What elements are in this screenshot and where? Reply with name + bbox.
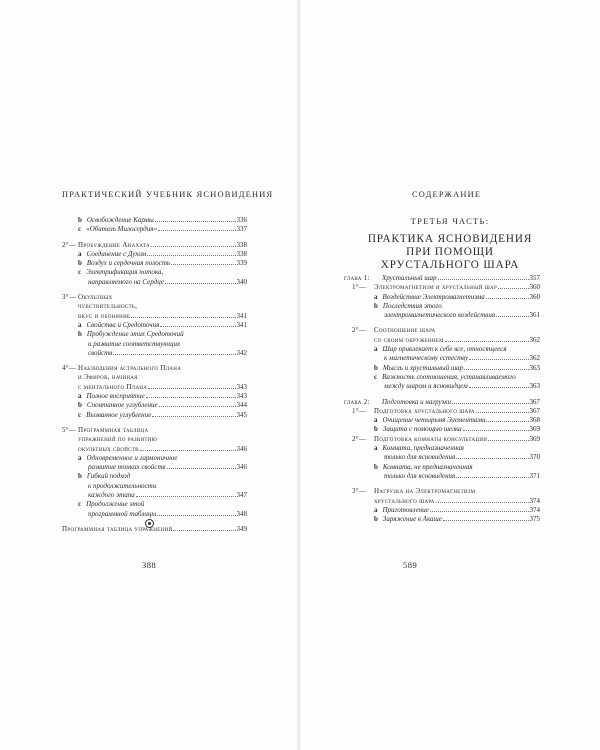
- toc-entry-page: 374: [529, 505, 540, 514]
- toc-entry-title: Хрустальный шар: [382, 274, 437, 282]
- toc-entry-title: с ментального Плана: [78, 382, 148, 391]
- toc-entry-title: Последствия этого: [382, 301, 442, 310]
- toc-entry-title: Нагрузка на Электромагнетизм: [374, 487, 476, 496]
- toc-entry-main[interactable]: [62, 293, 247, 302]
- toc-entry-title: к магнетическому естеству: [384, 354, 469, 363]
- toc-entry-page: 346: [236, 444, 247, 453]
- toc-entry-number: 2°—: [62, 240, 77, 249]
- toc-entry-letter: a: [78, 453, 82, 462]
- toc-leader-dots: [469, 387, 529, 388]
- toc-entry-title: Защита с помощью шелка: [382, 425, 462, 434]
- toc-entry-letter: a: [78, 392, 82, 401]
- toc-entry-sub[interactable]: [62, 250, 247, 259]
- toc-entry-page: 368: [529, 416, 540, 425]
- toc-entry-page: 346: [236, 463, 247, 472]
- toc-entry-main[interactable]: [62, 364, 247, 373]
- toc-entry-sub[interactable]: [62, 401, 247, 410]
- toc-entry-sub[interactable]: [344, 364, 540, 373]
- toc-entry-title: к продолжительности: [88, 481, 157, 490]
- toc-entry-title: развитие тонких свойств: [88, 463, 166, 472]
- toc-entry-sub[interactable]: [344, 463, 540, 472]
- toc-entry-chapter[interactable]: [344, 274, 540, 283]
- toc-entry-sub[interactable]: [62, 330, 247, 339]
- toc-entry-sub[interactable]: [62, 500, 247, 509]
- toc-entry-title: Окультных: [78, 293, 113, 302]
- toc-entry-letter: c: [78, 410, 82, 419]
- toc-entry-sub[interactable]: [62, 411, 247, 420]
- toc-entry-sub[interactable]: [62, 482, 247, 491]
- toc-leader-dots: [486, 421, 528, 422]
- toc-entry-main[interactable]: [62, 426, 247, 435]
- toc-leader-dots: [146, 397, 236, 398]
- toc-entry-page: 348: [236, 509, 247, 518]
- toc-entry-number: 3°—: [352, 487, 367, 496]
- toc-entry-page: 362: [529, 335, 540, 344]
- toc-entry-page: 347: [236, 491, 247, 500]
- toc-entry-title: и Эфиров, начиная: [78, 373, 138, 382]
- toc-entry-page: 361: [529, 311, 540, 320]
- toc-entry-title: Продолжение этой: [86, 500, 145, 509]
- toc-entry-main[interactable]: [344, 326, 540, 335]
- toc-entry-title: упражнений по развитию: [78, 435, 158, 444]
- toc-leader-dots: [498, 288, 528, 289]
- toc-entry-main[interactable]: [62, 312, 247, 321]
- toc-entry-title: Мысль и хрустальный шар: [382, 363, 464, 372]
- toc-leader-dots: [148, 388, 235, 389]
- toc-entry-page: 343: [236, 382, 247, 391]
- toc-entry-title: Шар привлекает к себе все, относящееся: [382, 345, 507, 354]
- toc-entry-page: 362: [529, 354, 540, 363]
- toc-entry-number: глава 2:: [344, 397, 370, 406]
- toc-entry-main[interactable]: [62, 435, 247, 444]
- toc-entry-letter: c: [374, 372, 378, 381]
- toc-entry-letter: a: [78, 320, 82, 329]
- toc-entry-title: Одновременное и гармоничное: [86, 453, 178, 462]
- toc-entry-title: Освобождение Кармы: [86, 216, 154, 224]
- toc-entry-title: Комната, не предназначенная: [382, 462, 473, 471]
- toc-leader-dots: [456, 477, 528, 478]
- toc-entry-page: 360: [529, 292, 540, 301]
- toc-leader-dots: [157, 515, 235, 516]
- toc-leader-dots: [496, 316, 528, 317]
- toc-entry-title: только для ясновидения: [384, 453, 456, 462]
- toc-entry-page: 341: [236, 311, 247, 320]
- toc-entry-letter: b: [374, 363, 378, 372]
- toc-entry-letter: b: [78, 330, 82, 339]
- toc-entry-main[interactable]: [62, 445, 247, 454]
- toc-entry-title: Подготовка комнаты консультации: [374, 434, 488, 443]
- toc-entry-main[interactable]: [344, 336, 540, 345]
- toc-entry-main[interactable]: [62, 302, 247, 311]
- toc-entry-page: 338: [236, 249, 247, 258]
- toc-entry-sub[interactable]: [344, 345, 540, 354]
- toc-entry-title: окультных свойств: [78, 444, 139, 453]
- toc-entry-page: 363: [529, 382, 540, 391]
- toc-entry-main[interactable]: [344, 497, 540, 506]
- header-text: СОДЕРЖАНИЕ: [412, 190, 482, 199]
- toc-entry-main[interactable]: [62, 373, 247, 382]
- toc-entry-title: и развитие соответствующих: [88, 339, 181, 348]
- toc-entry-title: Наблюдения астрального Плана: [78, 364, 182, 373]
- toc-leader-dots: [158, 230, 236, 231]
- toc-entry-page: 369: [529, 434, 540, 443]
- toc-entry-sub[interactable]: [62, 463, 247, 472]
- toc-entry-page: 370: [529, 453, 540, 462]
- toc-leader-dots: [147, 255, 235, 256]
- toc-entry-page: 369: [529, 425, 540, 434]
- toc-entry-sub[interactable]: [62, 454, 247, 463]
- toc-entry-main[interactable]: [344, 435, 540, 444]
- toc-leader-dots: [456, 458, 528, 459]
- toc-entry-main[interactable]: [62, 383, 247, 392]
- toc-entry-page: 349: [236, 524, 247, 533]
- toc-entry-sub[interactable]: [344, 472, 540, 481]
- toc-entry-title: каждого этапа: [88, 491, 135, 500]
- toc-leader-dots: [436, 502, 529, 503]
- toc-entry-sub[interactable]: [62, 392, 247, 401]
- toc-entry-title: Электромагнетизм и хрустальный шар: [374, 283, 498, 292]
- toc-entry-title: «Обитель Милосердия»: [86, 225, 157, 234]
- toc-entry-title: Приготовление: [382, 505, 429, 514]
- toc-leader-dots: [167, 468, 236, 469]
- toc-entry-sub[interactable]: [344, 506, 540, 515]
- toc-leader-dots: [160, 326, 235, 327]
- toc-leader-dots: [140, 450, 236, 451]
- toc-entry-letter: a: [374, 505, 378, 514]
- ornament-icon: [145, 519, 154, 528]
- toc-entry-title: свойств: [88, 348, 113, 357]
- toc-entry-number: 2°—: [352, 326, 367, 335]
- toc-list-left: [62, 216, 247, 534]
- toc-entry-title: Подготовка и нагрузки: [382, 397, 452, 406]
- toc-entry-letter: c: [78, 268, 82, 277]
- toc-leader-dots: [452, 403, 528, 404]
- toc-entry-title: Соотношение шара: [374, 326, 436, 335]
- toc-entry-sub[interactable]: [344, 302, 540, 311]
- toc-leader-dots: [171, 264, 235, 265]
- toc-entry-main[interactable]: [344, 487, 540, 496]
- toc-entry-number: 3°—: [62, 293, 77, 302]
- part-label: ТРЕТЬЯ ЧАСТЬ:: [410, 216, 490, 226]
- page-number-right: 589: [403, 560, 418, 570]
- right-page: [300, 0, 600, 750]
- toc-leader-dots: [463, 430, 529, 431]
- toc-entry-page: 338: [236, 240, 247, 249]
- toc-entry-page: 336: [236, 216, 247, 224]
- toc-entry-sub[interactable]: [344, 382, 540, 391]
- toc-entry-sub[interactable]: [344, 515, 540, 524]
- toc-entry-title: Полное восприятие: [86, 392, 145, 401]
- toc-list-right: [344, 274, 540, 524]
- toc-entry-title: Свойства и Средоточия: [86, 320, 160, 329]
- toc-entry-title: Программная таблица: [78, 425, 149, 434]
- toc-entry-title: Подготовка хрустального шара: [374, 406, 475, 415]
- toc-entry-sub[interactable]: [344, 425, 540, 434]
- toc-entry-main[interactable]: [62, 241, 247, 250]
- part-title-line-2: ПРИ ПОМОЩИ: [406, 246, 494, 258]
- toc-entry-sub[interactable]: [344, 453, 540, 462]
- toc-entry-sub[interactable]: [344, 444, 540, 453]
- toc-entry-letter: b: [78, 216, 82, 224]
- toc-entry-letter: b: [78, 472, 82, 481]
- toc-entry-page: 345: [236, 410, 247, 419]
- toc-entry-number: 1°—: [352, 406, 367, 415]
- toc-leader-dots: [131, 317, 235, 318]
- toc-leader-dots: [443, 520, 529, 521]
- toc-entry-letter: a: [374, 292, 378, 301]
- toc-entry-number: 1°—: [352, 283, 367, 292]
- toc-entry-title: Заряжение в Акаше: [382, 515, 442, 524]
- toc-entry-number: 4°—: [62, 364, 77, 373]
- toc-entry-sub[interactable]: [62, 321, 247, 330]
- toc-entry-title: Очищение четырьмя Элементами: [382, 416, 486, 425]
- toc-entry-title: со своим окружением: [374, 335, 444, 344]
- toc-entry-title: направляемого на Сердце: [88, 277, 164, 286]
- toc-entry-title: вкус и обоняние: [78, 311, 131, 320]
- toc-entry-page: 371: [529, 471, 540, 480]
- toc-entry-sub[interactable]: [62, 510, 247, 519]
- toc-entry-letter: a: [374, 345, 378, 354]
- toc-entry-title: Пробуждение этих Средоточий: [86, 330, 184, 339]
- toc-leader-dots: [430, 511, 529, 512]
- toc-entry-letter: b: [374, 462, 378, 471]
- toc-entry-title: Пробуждение Анахата: [78, 240, 150, 249]
- left-page: [0, 0, 299, 750]
- toc-leader-dots: [173, 530, 235, 531]
- toc-entry-page: 363: [529, 363, 540, 372]
- toc-leader-dots: [155, 221, 236, 222]
- toc-entry-page: 357: [529, 274, 540, 282]
- toc-entry-title: электромагнетического воздействия: [384, 311, 496, 320]
- toc-entry-title: Электрификация потока,: [86, 268, 164, 277]
- toc-entry-sub[interactable]: [344, 293, 540, 302]
- toc-entry-sub[interactable]: [62, 491, 247, 500]
- toc-entry-title: чувствительность,: [78, 302, 138, 311]
- toc-entry-title: Воздействие Электромагнетизма: [382, 292, 485, 301]
- toc-entry-title: Комната, предназначенная: [382, 444, 464, 453]
- toc-entry-letter: b: [374, 515, 378, 524]
- toc-entry-page: 360: [529, 283, 540, 292]
- toc-entry-sub[interactable]: [62, 225, 247, 234]
- toc-entry-page: 337: [236, 225, 247, 234]
- part-title-line-3: ХРУСТАЛЬНОГО ШАРА: [380, 259, 520, 271]
- toc-leader-dots: [165, 283, 236, 284]
- toc-entry-page: 375: [529, 515, 540, 524]
- toc-entry-sub[interactable]: [344, 311, 540, 320]
- toc-entry-title: Воздух и сердечная полость: [86, 259, 171, 268]
- toc-leader-dots: [445, 341, 529, 342]
- toc-entry-page: 374: [529, 496, 540, 505]
- toc-entry-letter: a: [374, 444, 378, 453]
- toc-entry-title: хрустального шара: [374, 496, 435, 505]
- toc-leader-dots: [486, 298, 529, 299]
- toc-leader-dots: [113, 354, 235, 355]
- toc-entry-sub[interactable]: [62, 472, 247, 481]
- toc-entry-title: Программная таблица упражнений: [62, 524, 173, 533]
- toc-entry-sub[interactable]: [62, 340, 247, 349]
- toc-entry-sub[interactable]: [62, 259, 247, 268]
- toc-entry-letter: c: [78, 225, 82, 234]
- toc-entry-page: 340: [236, 277, 247, 286]
- toc-entry-letter: b: [78, 401, 82, 410]
- toc-entry-number: 5°—: [62, 425, 77, 434]
- toc-leader-dots: [159, 406, 236, 407]
- toc-entry-letter: b: [374, 425, 378, 434]
- toc-entry-page: 339: [236, 259, 247, 268]
- toc-entry-sub[interactable]: [62, 278, 247, 287]
- toc-entry-sub[interactable]: [344, 373, 540, 382]
- toc-entry-main[interactable]: [344, 407, 540, 416]
- toc-entry-title: между шаром и ясновидцем: [384, 382, 468, 391]
- toc-leader-dots: [464, 369, 528, 370]
- toc-entry-page: 367: [529, 397, 540, 406]
- toc-entry-page: 342: [236, 348, 247, 357]
- toc-entry-number: глава 1:: [344, 274, 370, 282]
- toc-entry-page: 341: [236, 320, 247, 329]
- toc-entry-page: 344: [236, 401, 247, 410]
- toc-entry-title: Гибкий подход: [86, 472, 131, 481]
- toc-leader-dots: [476, 412, 529, 413]
- toc-entry-sub[interactable]: [62, 268, 247, 277]
- toc-entry-sub[interactable]: [344, 416, 540, 425]
- toc-entry-number: 2°—: [352, 434, 367, 443]
- toc-entry-title: Вызванное углубление: [86, 410, 152, 419]
- toc-entry-top[interactable]: [62, 525, 247, 534]
- toc-entry-letter: b: [374, 301, 378, 310]
- toc-leader-dots: [152, 416, 235, 417]
- toc-entry-letter: b: [78, 259, 82, 268]
- toc-leader-dots: [469, 359, 528, 360]
- toc-entry-title: Важность соотношения, устанавливаемого: [382, 372, 516, 381]
- toc-entry-sub[interactable]: [62, 216, 247, 225]
- toc-entry-title: Спонтанное углубление: [86, 401, 158, 410]
- toc-entry-sub[interactable]: [344, 354, 540, 363]
- toc-leader-dots: [151, 246, 236, 247]
- toc-entry-page: 367: [529, 406, 540, 415]
- toc-entry-main[interactable]: [344, 283, 540, 292]
- toc-entry-title: только для ясновидения: [384, 471, 456, 480]
- toc-entry-letter: a: [78, 249, 82, 258]
- toc-leader-dots: [438, 279, 529, 280]
- toc-entry-title: программной таблицы: [88, 509, 157, 518]
- toc-entry-page: 343: [236, 392, 247, 401]
- toc-entry-chapter[interactable]: [344, 398, 540, 407]
- part-title-line-1: ПРАКТИКА ЯСНОВИДЕНИЯ: [367, 233, 533, 245]
- toc-entry-sub[interactable]: [62, 349, 247, 358]
- toc-leader-dots: [488, 440, 528, 441]
- page-number-left: 388: [142, 560, 157, 570]
- toc-entry-title: Соединение с Духом: [86, 249, 147, 258]
- running-header-left: ПРАКТИЧЕСКИЙ УЧЕБНИК ЯСНОВИДЕНИЯ: [62, 190, 274, 199]
- toc-entry-letter: c: [78, 500, 82, 509]
- toc-leader-dots: [136, 496, 236, 497]
- toc-entry-letter: a: [374, 416, 378, 425]
